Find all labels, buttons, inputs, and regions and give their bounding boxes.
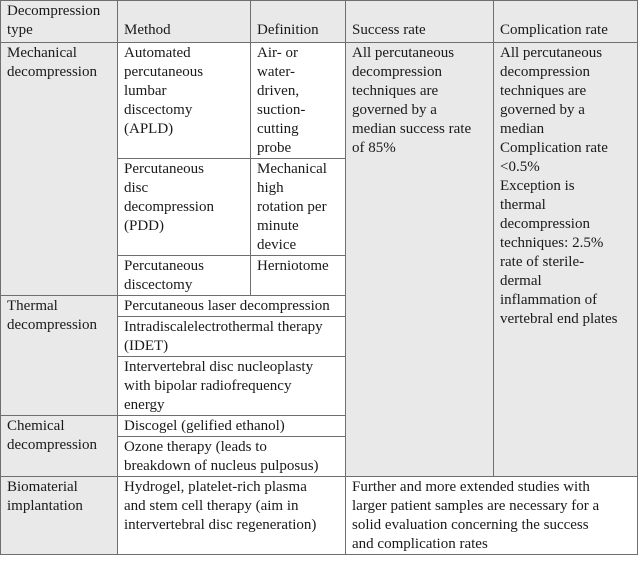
header-success-rate: Success rate — [346, 1, 494, 43]
definition-percutaneous-discectomy: Herniotome — [251, 256, 346, 296]
type-chemical: Chemical decompression — [1, 416, 118, 477]
shared-success-rate: All percutaneous decompression techniques are governed by a median success rate of 85% — [346, 43, 494, 477]
method-percutaneous-discectomy: Percutaneous discectomy — [118, 256, 251, 296]
type-mechanical: Mechanical decompression — [1, 43, 118, 296]
header-method: Method — [118, 1, 251, 43]
method-idet: Intradiscalelectrothermal therapy (IDET) — [118, 317, 346, 357]
method-apld: Automated percutaneous lumbar discectomy (APLD) — [118, 43, 251, 159]
header-row — [1, 1, 638, 43]
type-thermal: Thermal decompression — [1, 296, 118, 416]
header-definition: Definition — [251, 1, 346, 43]
table-row — [1, 43, 638, 159]
method-ozone-therapy: Ozone therapy (leads to breakdown of nucleus pulposus) — [118, 437, 346, 477]
header-decompression-type: Decompression type — [1, 1, 118, 43]
type-biomaterial: Biomaterial implantation — [1, 477, 118, 555]
method-discogel: Discogel (gelified ethanol) — [118, 416, 346, 437]
definition-apld: Air- or water- driven, suction- cutting probe — [251, 43, 346, 159]
method-laser-decompression: Percutaneous laser decompression — [118, 296, 346, 317]
biomaterial-outcome: Further and more extended studies with larger patient samples are necessary for a solid evaluation concerning the success and complication rates — [346, 477, 638, 555]
method-pdd: Percutaneous disc decompression (PDD) — [118, 159, 251, 256]
definition-pdd: Mechanical high rotation per minute device — [251, 159, 346, 256]
method-nucleoplasty: Intervertebral disc nucleoplasty with bipolar radiofrequency energy — [118, 357, 346, 416]
shared-complication-rate: All percutaneous decompression techniques are governed by a median Complication rate <0.5% Exception is thermal decompression techniques: 2.5% rate of sterile- dermal inflammation of vertebral end plates — [494, 43, 638, 477]
method-biomaterial: Hydrogel, platelet-rich plasma and stem cell therapy (aim in intervertebral disc regeneration) — [118, 477, 346, 555]
header-complication-rate: Complication rate — [494, 1, 638, 43]
table-row — [1, 477, 638, 555]
